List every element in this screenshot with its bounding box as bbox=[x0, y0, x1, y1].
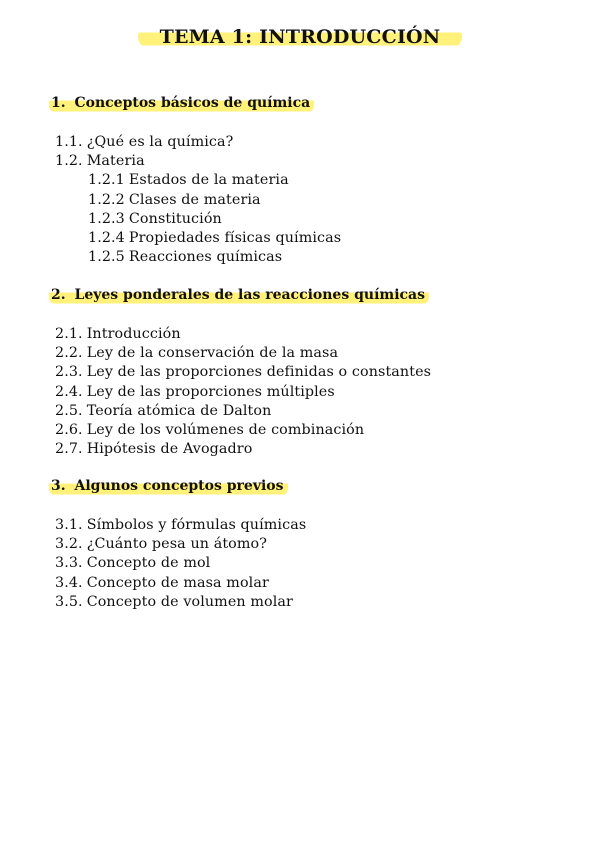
list-subitem: 1.2.1 Estados de la materia bbox=[88, 172, 289, 189]
list-item: 2.1. Introducción bbox=[55, 326, 181, 342]
section-heading bbox=[49, 477, 288, 496]
list-item: 3.2. ¿Cuánto pesa un átomo? bbox=[55, 536, 268, 553]
list-item: 1.2. Materia bbox=[55, 153, 145, 170]
list-item: 3.1. Símbolos y fórmulas químicas bbox=[55, 517, 307, 533]
list-item: 3.4. Concepto de masa molar bbox=[55, 574, 269, 591]
list-item: 2.7. Hipótesis de Avogadro bbox=[55, 441, 253, 458]
section-number: 3. bbox=[51, 478, 66, 494]
list-subitem: 1.2.2 Clases de materia bbox=[88, 191, 261, 208]
page-title: TEMA 1: INTRODUCCIÓN bbox=[138, 26, 463, 48]
list-item: 2.5. Teoría atómica de Dalton bbox=[55, 402, 272, 419]
list-subitem: 1.2.3 Constitución bbox=[88, 210, 222, 227]
section-1 bbox=[51, 92, 575, 267]
section-number: 2. bbox=[51, 287, 66, 303]
section-heading bbox=[49, 94, 314, 113]
section-number: 1. bbox=[51, 95, 66, 111]
section-3 bbox=[51, 475, 575, 612]
list-item: 3.5. Concepto de volumen molar bbox=[55, 593, 293, 610]
section-title: Conceptos básicos de química bbox=[74, 95, 311, 111]
section-item-list bbox=[55, 133, 575, 267]
section-2 bbox=[51, 284, 575, 459]
list-item: 2.3. Ley de las proporciones definidas o constantes bbox=[55, 364, 432, 381]
list-item: 2.2. Ley de la conservación de la masa bbox=[55, 345, 339, 362]
section-item-list bbox=[55, 516, 575, 612]
section-heading bbox=[49, 286, 429, 305]
list-item: 2.4. Ley de las proporciones múltiples bbox=[55, 383, 335, 400]
list-item: 3.3. Concepto de mol bbox=[55, 555, 211, 572]
section-item-list bbox=[55, 325, 575, 459]
section-title: Algunos conceptos previos bbox=[74, 478, 284, 494]
list-item: 1.1. ¿Qué es la química? bbox=[55, 134, 234, 150]
list-item: 2.6. Ley de los volúmenes de combinación bbox=[55, 422, 365, 439]
list-subitem: 1.2.4 Propiedades físicas químicas bbox=[88, 230, 342, 247]
section-title: Leyes ponderales de las reacciones químicas bbox=[74, 287, 425, 303]
title-container bbox=[0, 26, 600, 48]
list-subitem: 1.2.5 Reacciones químicas bbox=[88, 249, 283, 266]
